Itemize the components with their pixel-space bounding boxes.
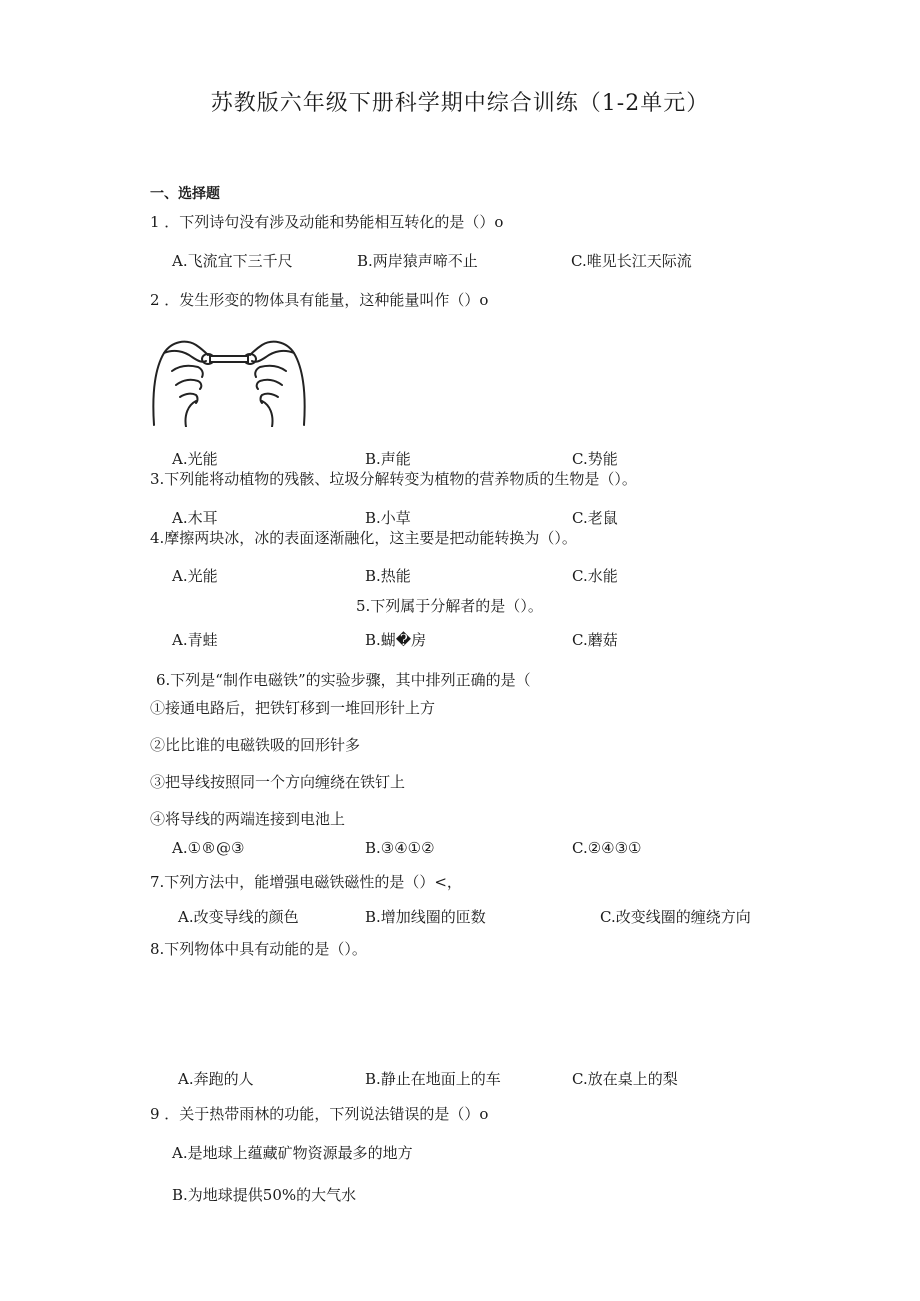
q8-option-a: A.奔跑的人 <box>178 1070 254 1088</box>
question-9: 9 ．关于热带雨林的功能，下列说法错误的是（）o <box>150 1105 489 1123</box>
q8-option-c: C.放在桌上的梨 <box>572 1070 678 1088</box>
q7-option-c: C.改变线圈的缠绕方向 <box>600 908 751 926</box>
question-7: 7.下列方法中，能增强电磁铁磁性的是（）<， <box>150 873 462 891</box>
q5-option-c: C.蘑菇 <box>572 631 618 649</box>
q9-option-b: B.为地球提供50%的大气水 <box>172 1186 357 1204</box>
q6-option-a: A.①®@③ <box>172 839 245 857</box>
q5-option-a: A.青蛙 <box>172 631 218 649</box>
q3-option-b: B.小草 <box>365 509 411 527</box>
q3-option-c: C.老鼠 <box>572 509 618 527</box>
q6-step-4: ④将导线的两端连接到电池上 <box>150 810 346 828</box>
q6-option-b: B.③④①② <box>365 839 435 857</box>
question-4: 4.摩擦两块冰，冰的表面逐渐融化，这主要是把动能转换为（）。 <box>150 529 577 547</box>
q5-option-b: B.蝴�房 <box>365 631 427 649</box>
q6-step-2: ②比比谁的电磁铁吸的回形针多 <box>150 736 361 754</box>
question-3: 3.下列能将动植物的残骸、垃圾分解转变为植物的营养物质的生物是（）。 <box>150 470 637 488</box>
q6-option-c: C.②④③① <box>572 839 642 857</box>
section-heading: 一、选择题 <box>150 186 220 202</box>
q8-option-b: B.静止在地面上的车 <box>365 1070 501 1088</box>
q2-option-b: B.声能 <box>365 450 411 468</box>
q2-option-a: A.光能 <box>172 450 218 468</box>
question-5: 5.下列属于分解者的是（）。 <box>356 597 543 615</box>
q3-option-a: A.木耳 <box>172 509 218 527</box>
q2-option-c: C.势能 <box>572 450 618 468</box>
question-1: 1 ．下列诗句没有涉及动能和势能相互转化的是（）o <box>150 213 504 231</box>
question-6: 6.下列是“制作电磁铁”的实验步骤，其中排列正确的是（ <box>156 671 531 689</box>
q7-option-b: B.增加线圈的匝数 <box>365 908 486 926</box>
hands-bending-rod-illustration <box>150 335 308 427</box>
q7-option-a: A.改变导线的颜色 <box>178 908 299 926</box>
q1-option-b: B.两岸猿声啼不止 <box>357 252 478 270</box>
q6-step-3: ③把导线按照同一个方向缠绕在铁钉上 <box>150 773 406 791</box>
question-2: 2 ．发生形变的物体具有能量，这种能量叫作（）o <box>150 291 489 309</box>
question-8: 8.下列物体中具有动能的是（）。 <box>150 940 367 958</box>
q4-option-c: C.水能 <box>572 567 618 585</box>
q4-option-a: A.光能 <box>172 567 218 585</box>
q6-step-1: ①接通电路后，把铁钉移到一堆回形针上方 <box>150 699 436 717</box>
q1-option-c: C.唯见长江天际流 <box>571 252 692 270</box>
q4-option-b: B.热能 <box>365 567 411 585</box>
q9-option-a: A.是地球上蕴藏矿物资源最多的地方 <box>172 1144 413 1162</box>
page-title: 苏教版六年级下册科学期中综合训练（1-2单元） <box>210 91 710 116</box>
q1-option-a: A.飞流宜下三千尺 <box>172 252 293 270</box>
